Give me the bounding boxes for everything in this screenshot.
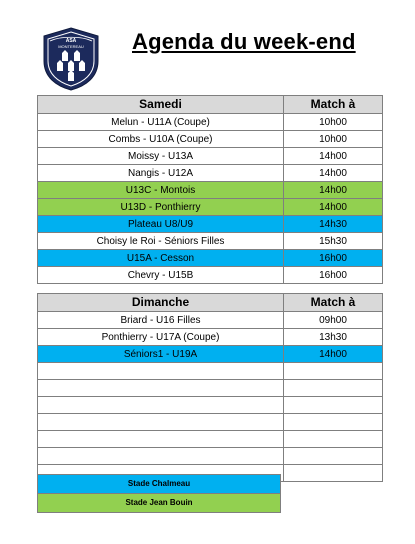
match-cell: Melun - U11A (Coupe) (38, 114, 284, 131)
legend-row (38, 475, 281, 494)
legend-row (38, 494, 281, 513)
match-cell: Plateau U8/U9 (38, 216, 284, 233)
table-row (38, 448, 383, 465)
table-row (38, 131, 383, 148)
time-cell: 16h00 (284, 267, 383, 284)
match-cell (38, 448, 284, 465)
table-row (38, 165, 383, 182)
legend-label: Stade Chalmeau (38, 475, 281, 494)
match-cell: Chevry - U15B (38, 267, 284, 284)
table-row (38, 414, 383, 431)
match-cell (38, 380, 284, 397)
time-cell (284, 465, 383, 482)
match-cell: Choisy le Roi - Séniors Filles (38, 233, 284, 250)
match-cell: U13D - Ponthierry (38, 199, 284, 216)
table-row (38, 397, 383, 414)
match-cell (38, 363, 284, 380)
time-cell: 14h00 (284, 148, 383, 165)
table-row (38, 233, 383, 250)
match-cell: Ponthierry - U17A (Coupe) (38, 329, 284, 346)
svg-text:MONTEREAU: MONTEREAU (58, 44, 84, 49)
table-row (38, 216, 383, 233)
time-cell (284, 380, 383, 397)
time-cell (284, 448, 383, 465)
club-crest-icon (42, 27, 100, 91)
spacer-cell (38, 284, 284, 294)
match-cell: Séniors1 - U19A (38, 346, 284, 363)
table-row (38, 363, 383, 380)
legend-label: Stade Jean Bouin (38, 494, 281, 513)
svg-text:ASA: ASA (65, 38, 77, 44)
spacer-cell (284, 284, 383, 294)
page-title: Agenda du week-end (132, 29, 356, 54)
time-cell: 15h30 (284, 233, 383, 250)
match-cell: Moissy - U13A (38, 148, 284, 165)
saturday-day-header: Samedi (38, 96, 284, 114)
table-row (38, 182, 383, 199)
table-row (38, 250, 383, 267)
match-cell: U13C - Montois (38, 182, 284, 199)
table-row (38, 114, 383, 131)
time-cell: 14h00 (284, 165, 383, 182)
time-cell: 14h00 (284, 182, 383, 199)
time-cell: 16h00 (284, 250, 383, 267)
match-cell: U15A - Cesson (38, 250, 284, 267)
table-row (38, 380, 383, 397)
table-row (38, 431, 383, 448)
match-cell: Briard - U16 Filles (38, 312, 284, 329)
table-row (38, 148, 383, 165)
saturday-header-row (38, 96, 383, 114)
time-cell: 10h00 (284, 114, 383, 131)
time-cell: 13h30 (284, 329, 383, 346)
table-row (38, 267, 383, 284)
saturday-time-header: Match à (284, 96, 383, 114)
time-cell (284, 363, 383, 380)
time-cell: 14h30 (284, 216, 383, 233)
sunday-day-header: Dimanche (38, 294, 284, 312)
time-cell: 14h00 (284, 346, 383, 363)
match-cell (38, 414, 284, 431)
match-cell (38, 431, 284, 448)
match-cell: Nangis - U12A (38, 165, 284, 182)
match-cell (38, 397, 284, 414)
table-row (38, 312, 383, 329)
time-cell: 14h00 (284, 199, 383, 216)
time-cell (284, 397, 383, 414)
match-cell: Combs - U10A (Coupe) (38, 131, 284, 148)
section-spacer (38, 284, 383, 294)
club-logo (42, 27, 100, 91)
table-row (38, 199, 383, 216)
time-cell: 10h00 (284, 131, 383, 148)
time-cell (284, 414, 383, 431)
sunday-header-row (38, 294, 383, 312)
table-row (38, 329, 383, 346)
time-cell: 09h00 (284, 312, 383, 329)
agenda-table (37, 95, 383, 482)
table-row (38, 346, 383, 363)
time-cell (284, 431, 383, 448)
stadium-legend (37, 474, 281, 513)
sunday-time-header: Match à (284, 294, 383, 312)
